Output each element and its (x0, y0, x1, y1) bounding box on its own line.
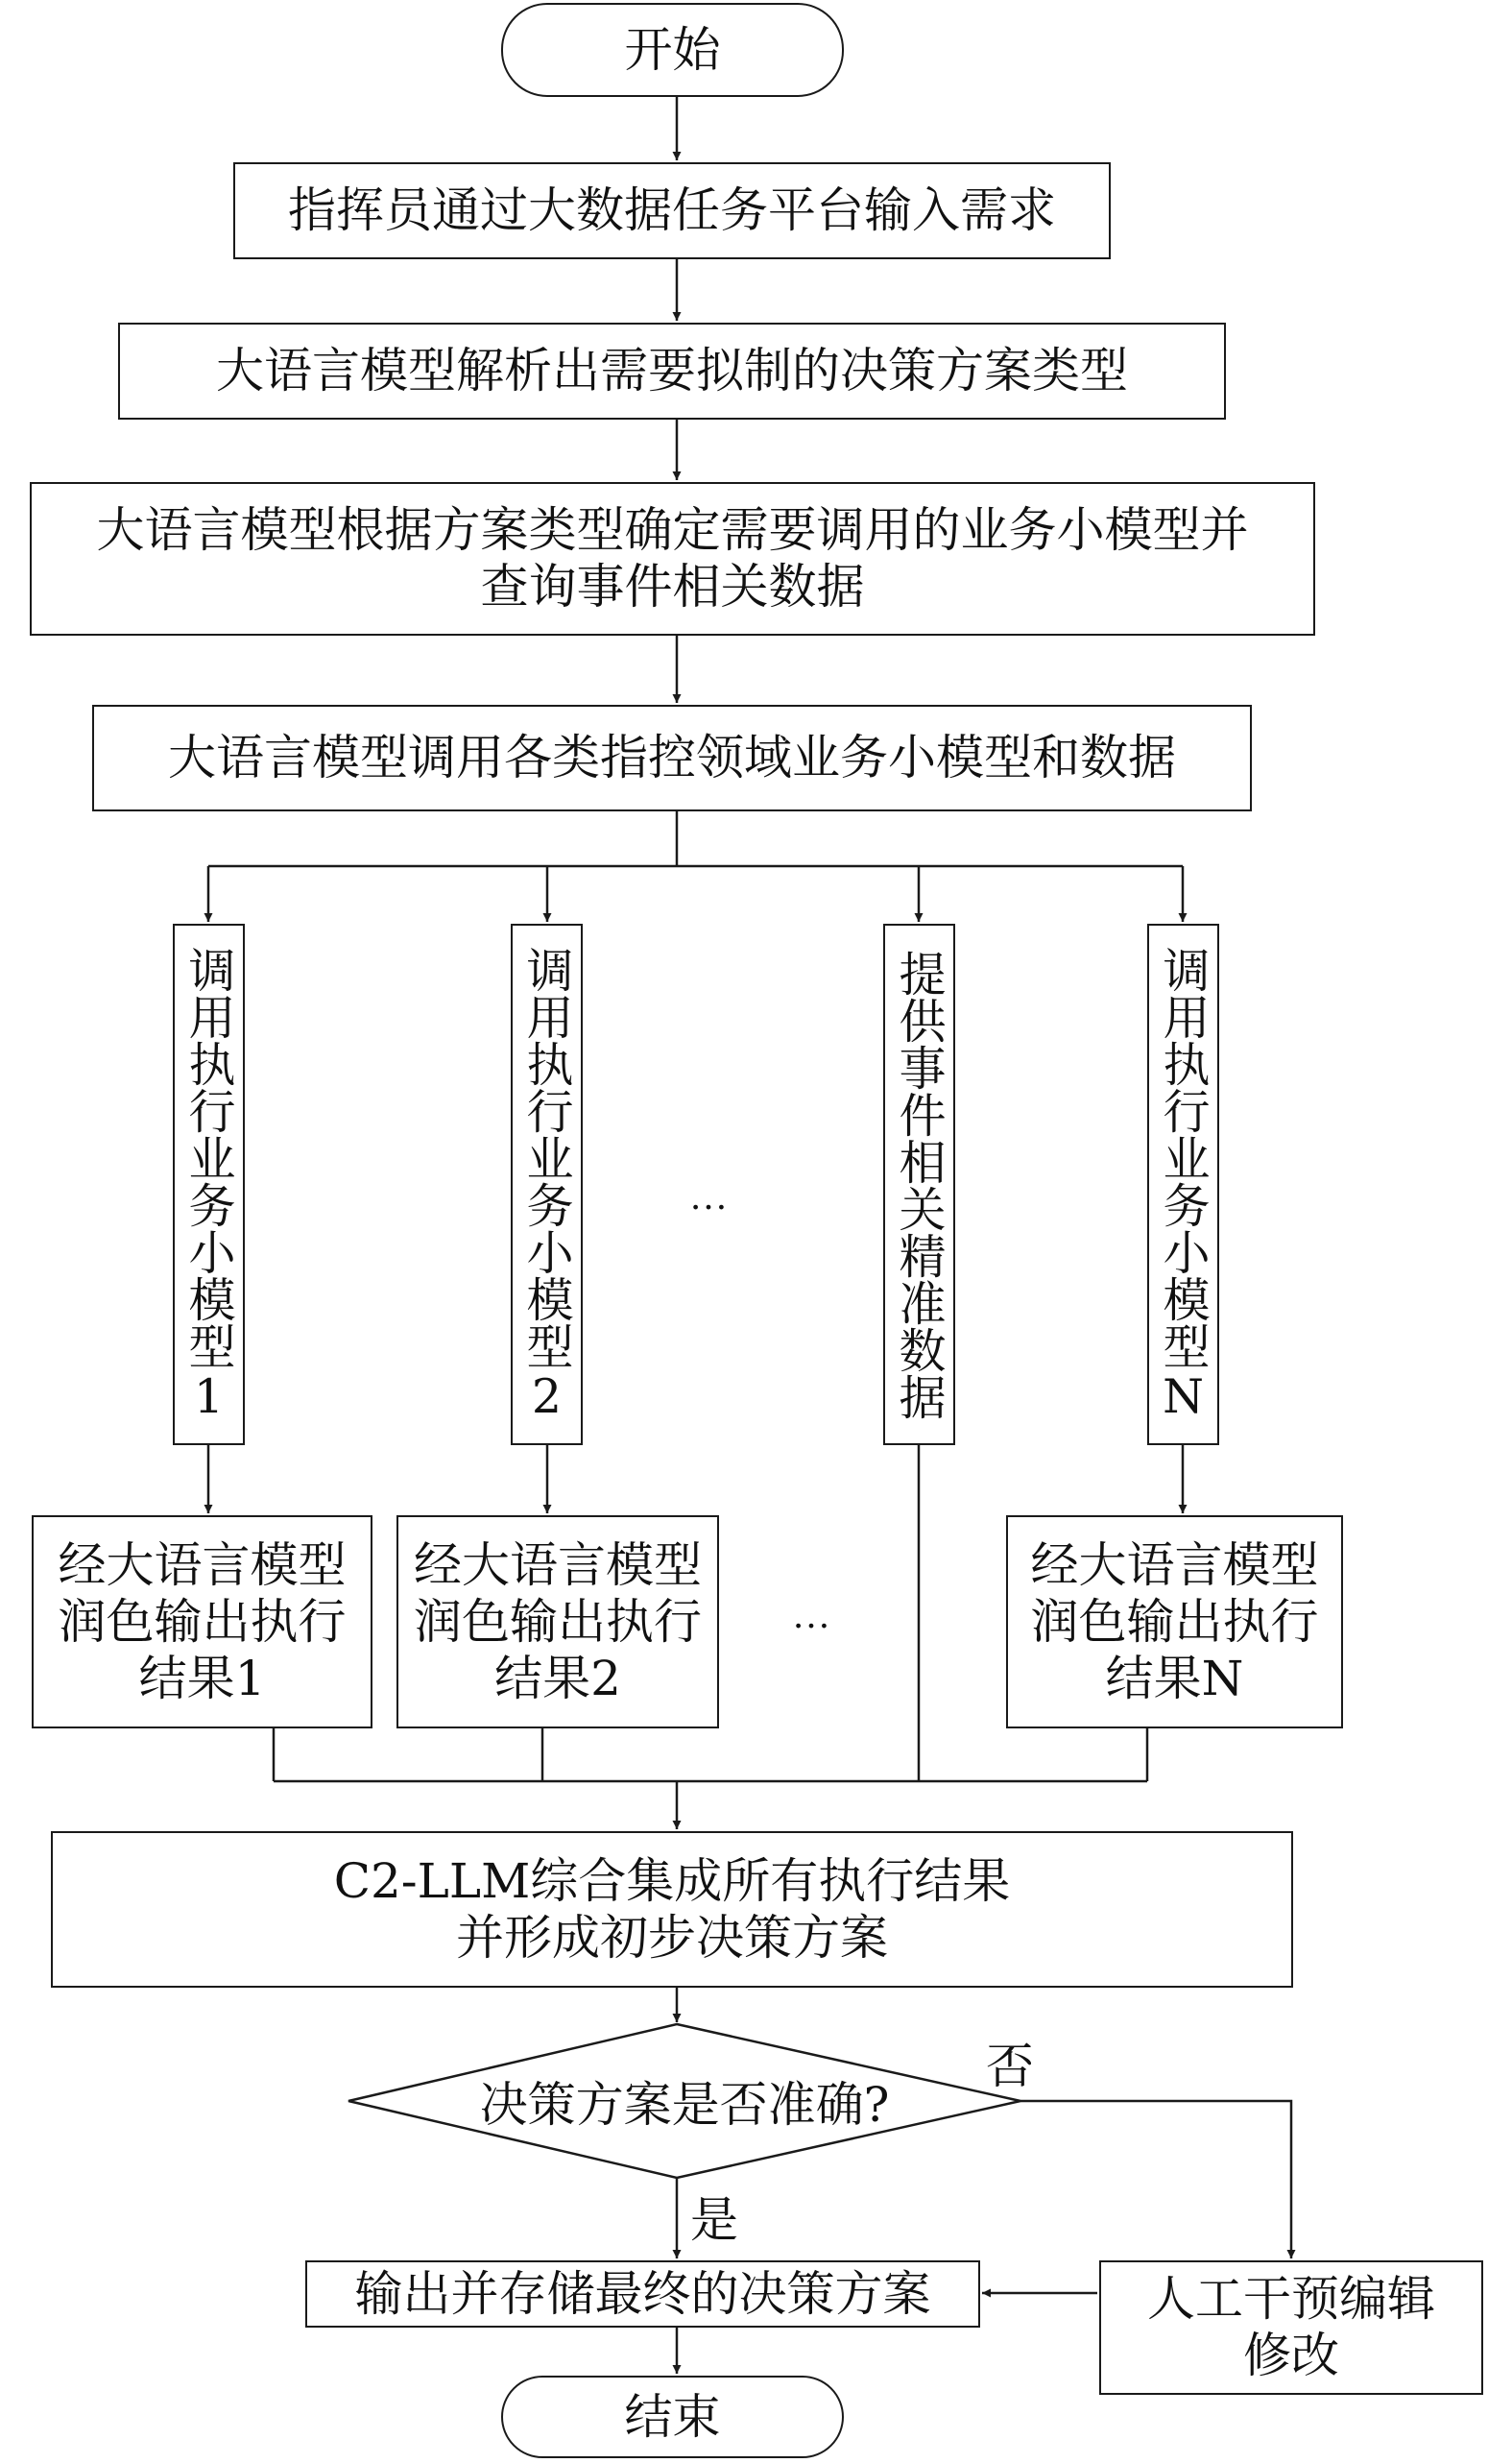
result2-line2: 润色输出执行 (414, 1593, 702, 1650)
start-label: 开始 (624, 21, 721, 78)
resultN-line1: 经大语言模型 (1030, 1536, 1319, 1593)
yes-branch-label (690, 2182, 738, 2251)
result1-line1: 经大语言模型 (58, 1536, 347, 1593)
no-branch-label (986, 2028, 1034, 2097)
manual-intervention (1099, 2260, 1483, 2395)
result-ellipsis (792, 1592, 832, 1637)
manual-line2: 修改 (1243, 2328, 1339, 2383)
step-invoke-models (92, 705, 1252, 811)
result-2 (396, 1515, 719, 1728)
decision-text: 决策方案是否准确? (479, 2077, 890, 2133)
start-terminal (501, 3, 844, 97)
no-label-text: 否 (986, 2039, 1034, 2094)
end-label: 结束 (624, 2388, 721, 2445)
branch-event-data (883, 924, 955, 1445)
branch-model-n (1147, 924, 1219, 1445)
resultN-line2: 润色输出执行 (1030, 1593, 1319, 1650)
result-ellipsis-text: … (792, 1593, 832, 1636)
step-determine-models (30, 482, 1315, 636)
step2-text: 大语言模型解析出需要拟制的决策方案类型 (216, 343, 1128, 398)
step4-text: 大语言模型调用各类指控领域业务小模型和数据 (168, 730, 1176, 785)
output-text: 输出并存储最终的决策方案 (354, 2265, 931, 2322)
result1-line2: 润色输出执行 (58, 1593, 347, 1650)
result2-line3: 结果2 (494, 1650, 621, 1706)
branch-model-2 (511, 924, 583, 1445)
step3-text-line2: 查询事件相关数据 (480, 559, 865, 615)
branch2-text: 调用执行业务小模型2 (519, 945, 574, 1424)
step3-text-line1: 大语言模型根据方案类型确定需要调用的业务小模型并 (96, 502, 1249, 558)
arrow-decision-no-to-manual (1020, 2101, 1291, 2258)
integrate-results (51, 1831, 1293, 1988)
yes-label-text: 是 (690, 2192, 738, 2248)
branch-model-1 (173, 924, 245, 1445)
branch-data-text: 提供事件相关精准数据 (892, 949, 947, 1420)
integrate-line1: C2-LLM综合集成所有执行结果 (333, 1852, 1011, 1909)
output-final-plan (305, 2260, 980, 2328)
step-parse-plan-type (118, 323, 1226, 420)
branchN-text: 调用执行业务小模型N (1156, 945, 1211, 1424)
branch-ellipsis-text: … (689, 1174, 730, 1218)
step1-text: 指挥员通过大数据任务平台输入需求 (288, 182, 1056, 238)
resultN-line3: 结果N (1105, 1650, 1244, 1706)
end-terminal (501, 2376, 844, 2458)
result2-line1: 经大语言模型 (414, 1536, 702, 1593)
integrate-line2: 并形成初步决策方案 (456, 1909, 888, 1966)
branch-ellipsis (689, 1173, 730, 1219)
result-1 (32, 1515, 372, 1728)
decision-question (348, 2024, 1020, 2178)
result-n (1006, 1515, 1343, 1728)
manual-line1: 人工干预编辑 (1147, 2271, 1435, 2327)
branch1-text: 调用执行业务小模型1 (181, 945, 236, 1424)
result1-line3: 结果1 (138, 1650, 266, 1706)
step-input-requirements (233, 162, 1111, 259)
